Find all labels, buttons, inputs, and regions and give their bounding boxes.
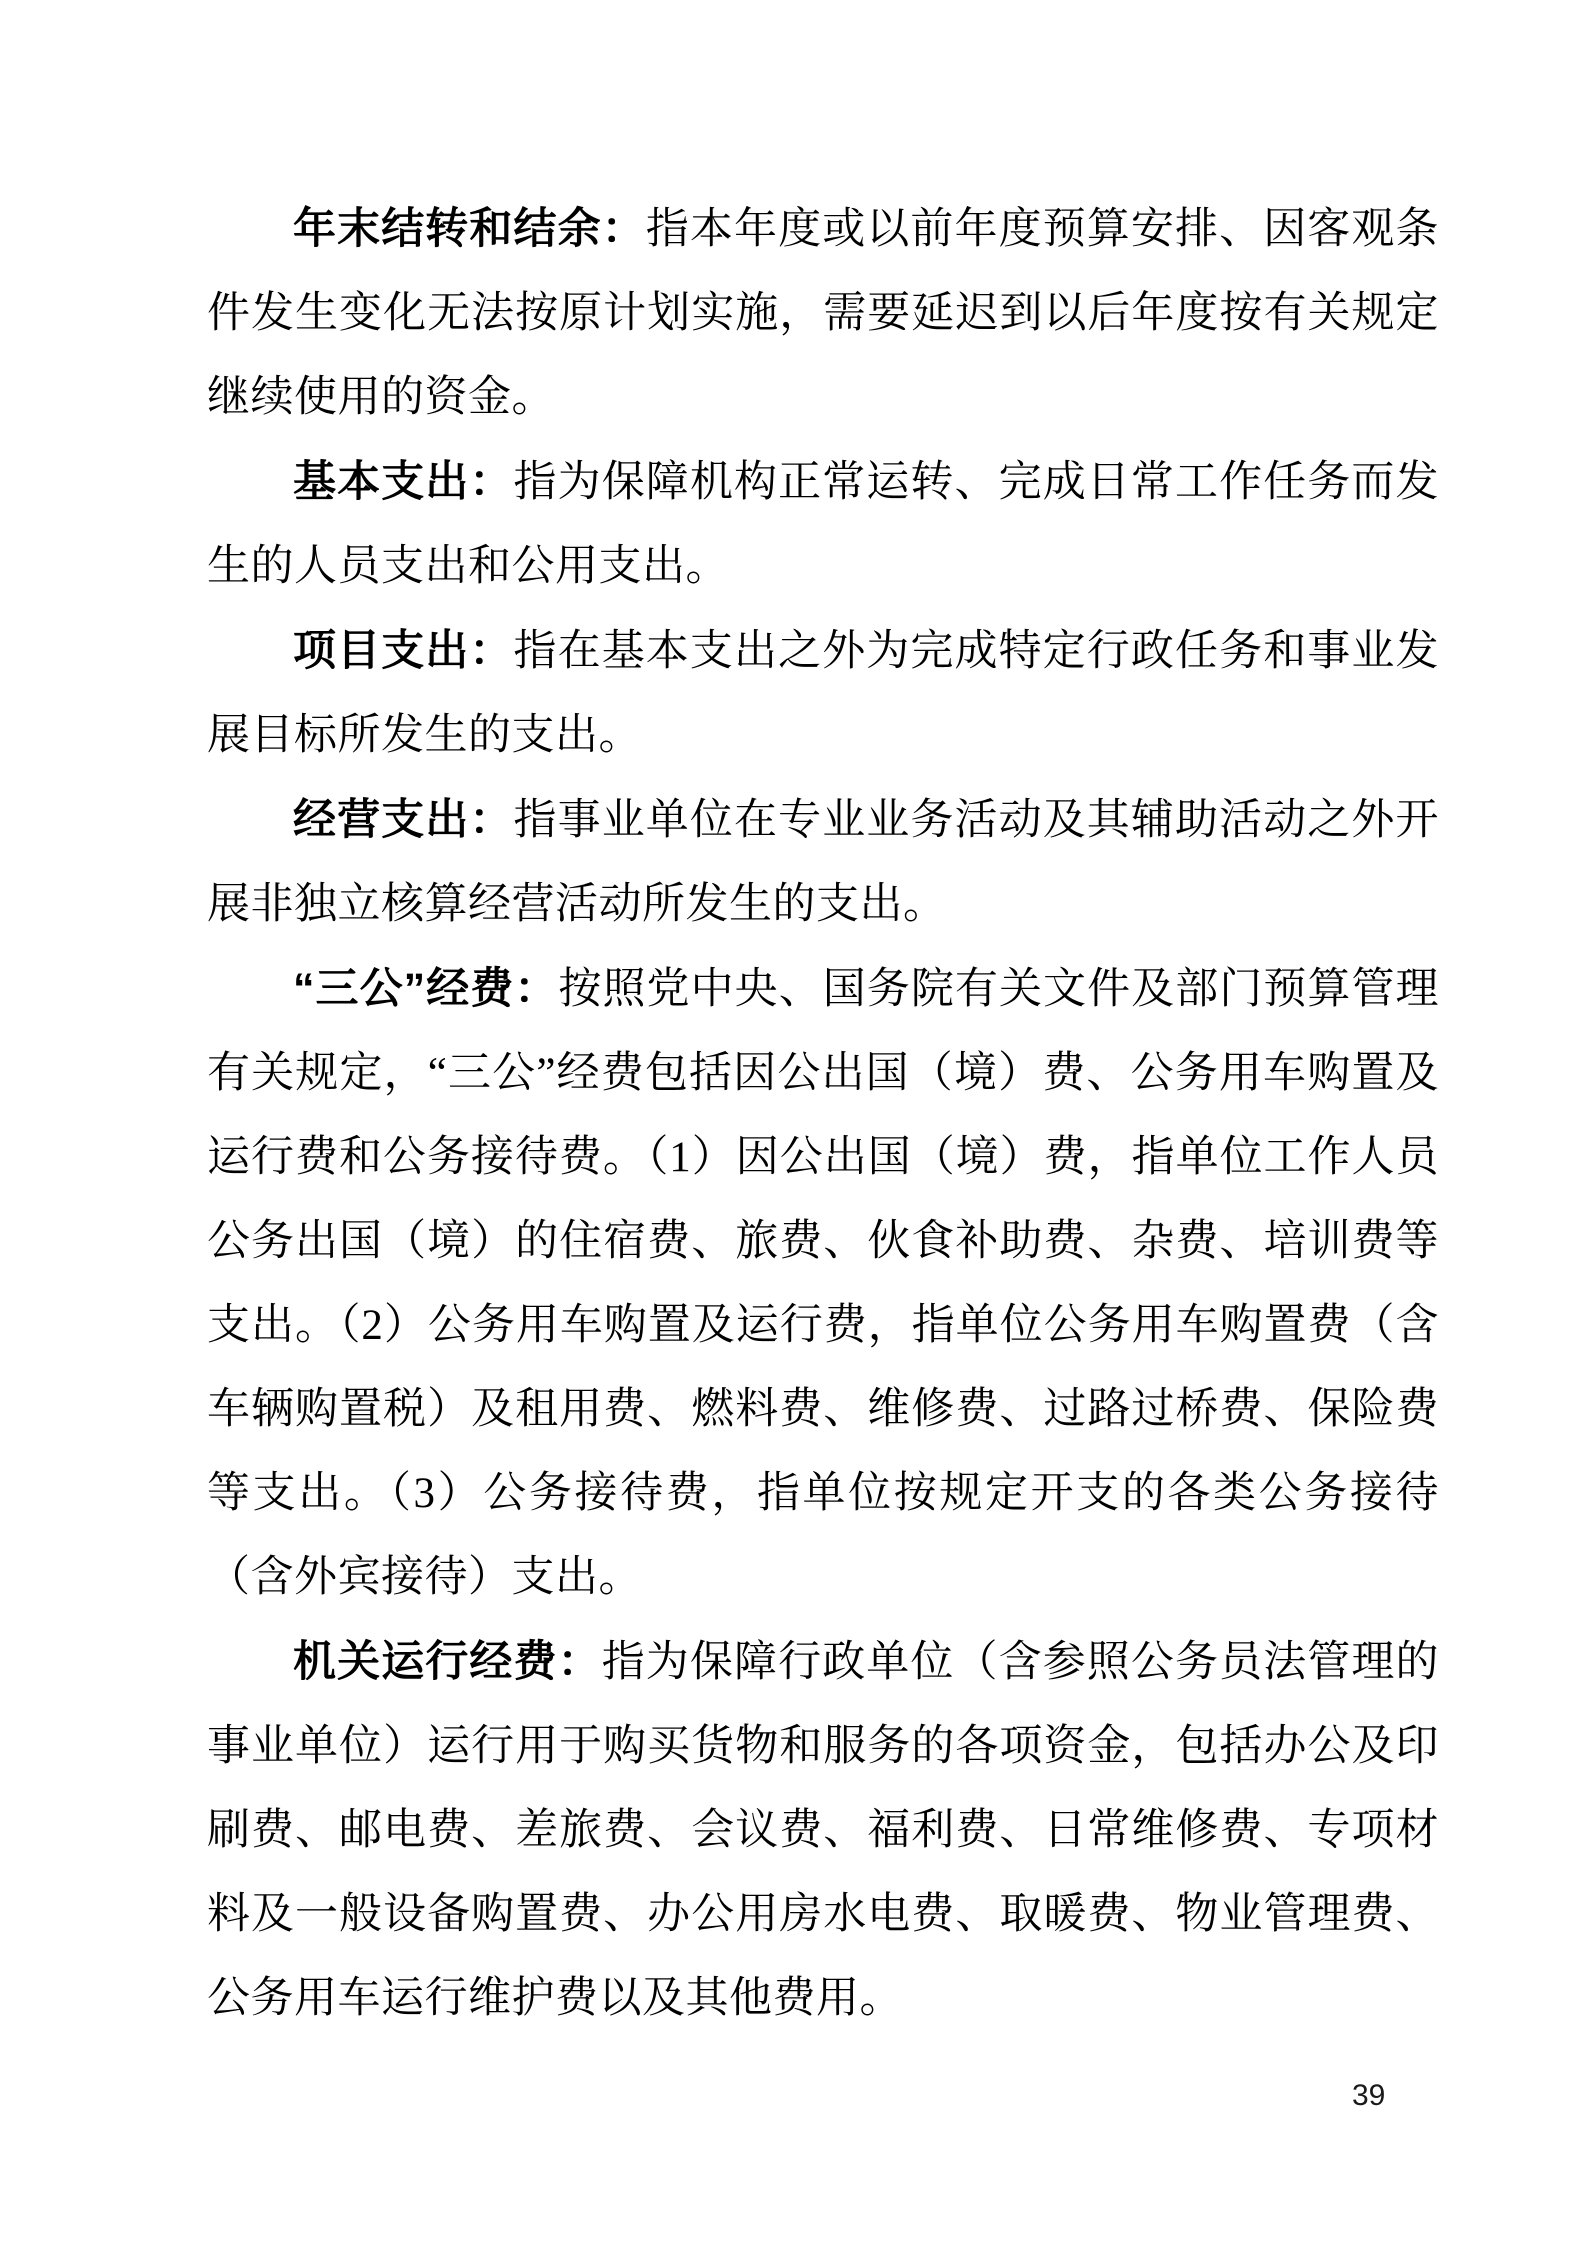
- term-year-end-carryover: 年末结转和结余：: [293, 205, 646, 253]
- definition-body: 指在基本支出之外为完成特定行政任务和事业发展目标所发生的支出。: [207, 628, 1439, 759]
- definition-paragraph-basic-expenditure: [207, 440, 1439, 609]
- term-agency-operating-funds: 机关运行经费：: [293, 1638, 602, 1686]
- term-project-expenditure: 项目支出：: [293, 627, 514, 675]
- term-operating-expenditure: 经营支出：: [293, 796, 514, 844]
- definition-paragraph-project-expenditure: [207, 609, 1439, 778]
- definition-body: 指本年度或以前年度预算安排、因客观条件发生变化无法按原计划实施，需要延迟到以后年度按有关规定继续使用的资金。: [207, 206, 1440, 421]
- definition-paragraph-year-end-carryover: [207, 187, 1439, 440]
- definition-paragraph-operating-expenditure: [207, 778, 1439, 947]
- definition-paragraph-three-public-funds: [207, 947, 1439, 1620]
- definition-paragraph-agency-operating-funds: [207, 1620, 1439, 2041]
- definition-body: 指为保障行政单位（含参照公务员法管理的事业单位）运行用于购买货物和服务的各项资金，包括办公及印刷费、邮电费、差旅费、会议费、福利费、日常维修费、专项材料及一般设备购置费、办公用房水电费、取暖费、物业管理费、公务用车运行维护费以及其他费用。: [207, 1639, 1440, 2022]
- definition-body: 指事业单位在专业业务活动及其辅助活动之外开展非独立核算经营活动所发生的支出。: [207, 797, 1439, 928]
- term-three-public-funds: “三公”经费：: [293, 965, 559, 1013]
- term-basic-expenditure: 基本支出：: [293, 458, 514, 506]
- definition-body: 指为保障机构正常运转、完成日常工作任务而发生的人员支出和公用支出。: [207, 459, 1439, 590]
- definition-body: 按照党中央、国务院有关文件及部门预算管理有关规定，“三公”经费包括因公出国（境）费、公务用车购置及运行费和公务接待费。（1）因公出国（境）费，指单位工作人员公务出国（境）的住宿费、旅费、伙食补助费、杂费、培训费等支出。（2）公务用车购置及运行费，指单位公务用车购置费（含车辆购置税）及租用费、燃料费、维修费、过路过桥费、保险费等支出。（3）公务接待费，指单位按规定开支的各类公务接待（含外宾接待）支出。: [207, 966, 1440, 1601]
- glossary-text-block: [207, 187, 1439, 2041]
- page-number: 39: [1352, 2079, 1386, 2112]
